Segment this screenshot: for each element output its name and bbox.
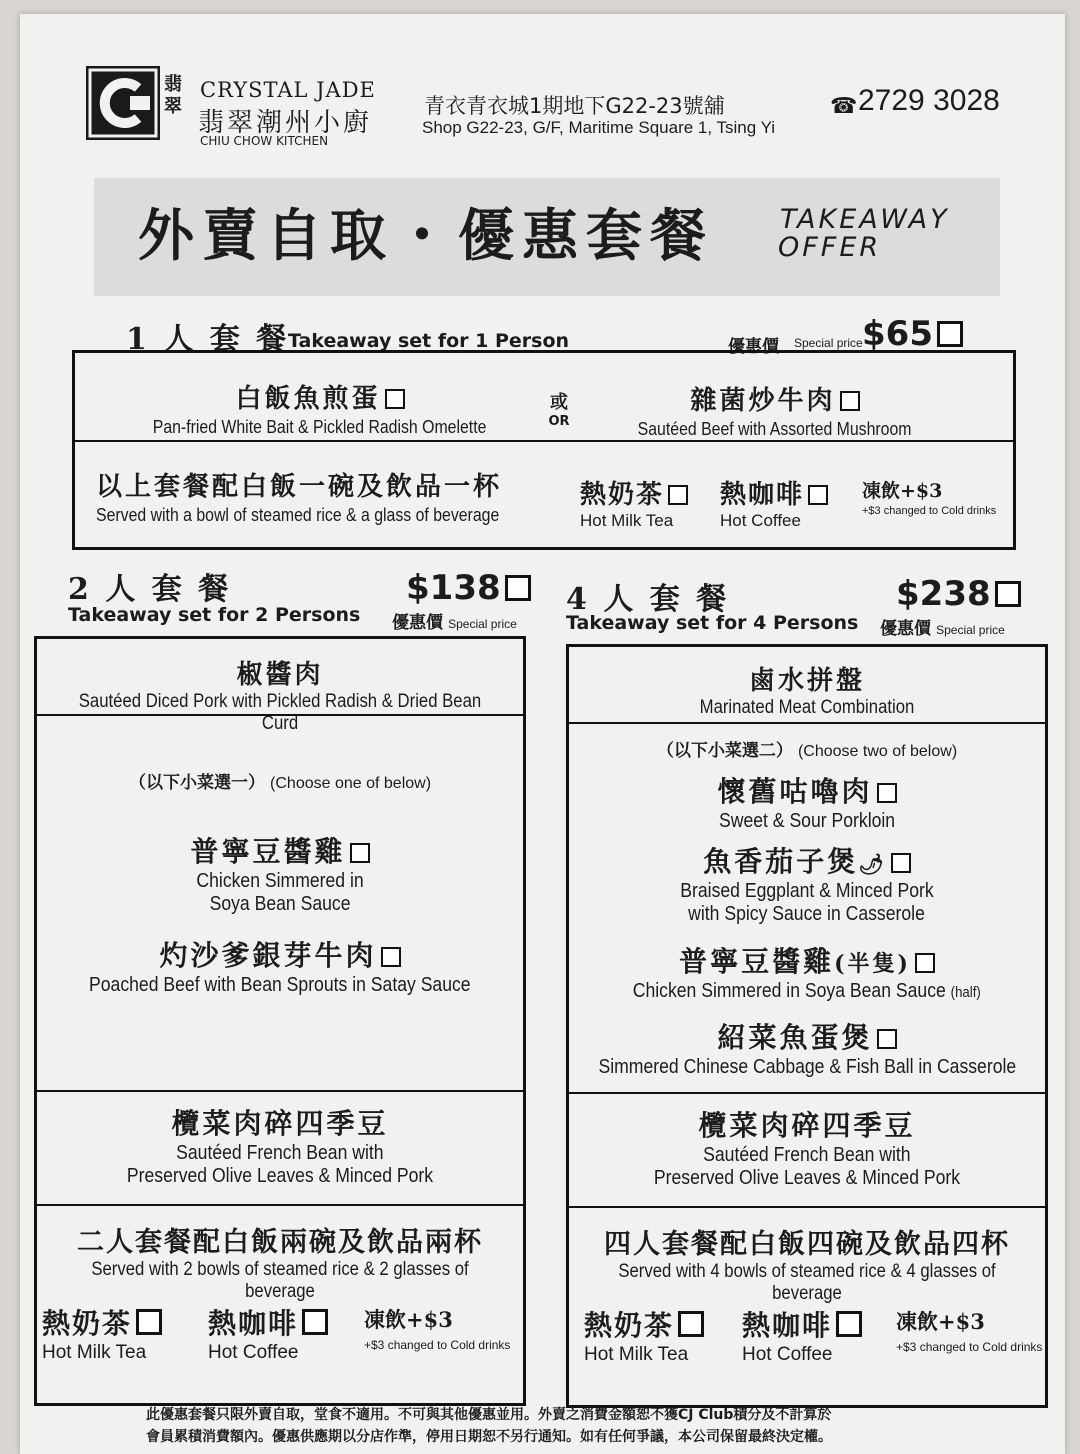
set2-choose bbox=[34, 768, 526, 793]
set4-divider-1 bbox=[566, 722, 1048, 724]
set2-coffee-zh: 熱咖啡 bbox=[208, 1307, 299, 1340]
set4-veg bbox=[566, 1104, 1048, 1190]
set4-opt2-en-2: with Spicy Sauce in Casserole bbox=[688, 903, 926, 925]
set4-opt1-zh: 懷舊咕嚕肉 bbox=[717, 775, 873, 808]
set2-choose-zh: （以下小菜選一） bbox=[128, 773, 265, 793]
set4-served bbox=[566, 1222, 1048, 1305]
set4-veg-zh: 欖菜肉碎四季豆 bbox=[698, 1109, 916, 1142]
set2-divider-2 bbox=[34, 1090, 526, 1092]
address-zh: 青衣青衣城1期地下G22-23號舖 bbox=[424, 94, 725, 118]
logo-c-icon bbox=[86, 66, 160, 140]
set4-main-zh: 鹵水拼盤 bbox=[748, 666, 865, 696]
set4-special bbox=[880, 614, 1005, 639]
set2-opt1-zh: 普寧豆醬雞 bbox=[190, 835, 346, 868]
set2-opt2-checkbox[interactable] bbox=[381, 947, 401, 967]
banner-title: 外賣自取・優惠套餐 bbox=[138, 203, 714, 269]
set2-opt1-checkbox[interactable] bbox=[350, 843, 370, 863]
address-en: Shop G22-23, G/F, Maritime Square 1, Tsing Yi bbox=[422, 118, 776, 137]
set1-checkbox[interactable] bbox=[937, 321, 963, 347]
set2-special-en: Special price bbox=[448, 617, 517, 631]
set1-special-en: Special price bbox=[794, 336, 863, 350]
set4-opt3 bbox=[566, 940, 1048, 1003]
banner-en-1: TAKEAWAY bbox=[780, 204, 950, 235]
set4-coffee-en: Hot Coffee bbox=[742, 1344, 833, 1365]
set1-divider bbox=[72, 440, 1016, 442]
set2-title-en: Takeaway set for 2 Persons bbox=[68, 604, 361, 626]
set4-special-en: Special price bbox=[936, 623, 1005, 637]
set2-milk-tea-en: Hot Milk Tea bbox=[42, 1342, 147, 1363]
set4-special-zh: 優惠價 bbox=[880, 619, 931, 639]
set1-milk-tea-en: Hot Milk Tea bbox=[580, 511, 674, 530]
set2-bev-coffee[interactable] bbox=[208, 1302, 328, 1364]
set4-milk-tea-zh: 熱奶茶 bbox=[584, 1309, 675, 1342]
set2-coffee-checkbox[interactable] bbox=[302, 1309, 328, 1335]
set2-opt2-en: Poached Beef with Bean Sprouts in Satay Sauce bbox=[89, 974, 471, 996]
set1-milk-tea-zh: 熱奶茶 bbox=[580, 480, 665, 510]
set4-milk-tea-en: Hot Milk Tea bbox=[584, 1344, 689, 1365]
set4-opt3-en-main: Chicken Simmered in Soya Bean Sauce bbox=[632, 980, 947, 1002]
banner-en-2: OFFER bbox=[778, 232, 882, 263]
set2-choose-en: (Choose one of below) bbox=[270, 775, 432, 792]
phone-icon: ☎ bbox=[830, 94, 858, 119]
set1-served bbox=[96, 466, 556, 526]
set2-main-zh: 椒醬肉 bbox=[236, 660, 324, 690]
set4-opt4-en: Simmered Chinese Cabbage & Fish Ball in Casserole bbox=[598, 1056, 1016, 1078]
set4-title-zh: 4 人 套 餐 bbox=[566, 582, 730, 617]
set4-opt2 bbox=[566, 840, 1048, 926]
set4-opt4-zh: 紹菜魚蛋煲 bbox=[717, 1021, 873, 1054]
set1-cold-en: +$3 changed to Cold drinks bbox=[862, 505, 997, 517]
set2-served-en: Served with 2 bowls of steamed rice & 2 glasses of beverage bbox=[91, 1259, 469, 1302]
set4-choose bbox=[566, 736, 1048, 761]
set4-opt3-zh-suffix: (半隻) bbox=[834, 951, 911, 977]
set4-veg-en-1: Sautéed French Bean with bbox=[703, 1144, 911, 1166]
set2-served bbox=[34, 1220, 526, 1303]
set1-dish-a-checkbox[interactable] bbox=[385, 389, 405, 409]
set4-divider-3 bbox=[566, 1206, 1048, 1208]
set4-bev-coffee[interactable] bbox=[742, 1304, 862, 1366]
set4-bev-cold bbox=[896, 1306, 1042, 1354]
set1-cold-zh: 凍飲+$3 bbox=[862, 480, 943, 502]
footer-terms-1: 此優惠套餐只限外賣自取，堂食不適用。不可與其他優惠並用。外賣之消費金額恕不獲CJ Club積分及不計算於 bbox=[146, 1407, 832, 1423]
set1-coffee-en: Hot Coffee bbox=[720, 511, 801, 530]
set4-bev-milk-tea[interactable] bbox=[584, 1304, 704, 1366]
set2-bev-milk-tea[interactable] bbox=[42, 1302, 162, 1364]
set2-main bbox=[34, 654, 526, 735]
set4-cold-en: +$3 changed to Cold drinks bbox=[896, 1340, 1043, 1354]
set2-price: $138 bbox=[406, 568, 531, 608]
set2-veg-en-2: Preserved Olive Leaves & Minced Pork bbox=[126, 1165, 434, 1187]
set4-opt2-zh: 魚香茄子煲 bbox=[703, 845, 859, 878]
brand-sub: CHIU CHOW KITCHEN bbox=[200, 134, 329, 148]
set4-cold-zh: 凍飲+$3 bbox=[896, 1309, 985, 1334]
set4-served-zh: 四人套餐配白飯四碗及飲品四杯 bbox=[604, 1229, 1010, 1260]
set4-main-en: Marinated Meat Combination bbox=[699, 697, 915, 718]
set4-served-en: Served with 4 bowls of steamed rice & 4 glasses of beverage bbox=[618, 1261, 996, 1304]
set1-price: $65 bbox=[862, 314, 963, 354]
set4-title-en: Takeaway set for 4 Persons bbox=[566, 612, 859, 634]
set4-veg-en-2: Preserved Olive Leaves & Minced Pork bbox=[653, 1167, 961, 1189]
set2-special bbox=[392, 608, 517, 633]
set4-opt2-checkbox[interactable] bbox=[891, 853, 911, 873]
set4-opt3-en-suffix: (half) bbox=[950, 984, 982, 1001]
set1-or-zh: 或 bbox=[550, 392, 568, 413]
set1-bev-milk-tea[interactable] bbox=[580, 474, 688, 531]
set1-title-zh: 1 人 套 餐 bbox=[126, 322, 290, 357]
set4-milk-tea-checkbox[interactable] bbox=[678, 1311, 704, 1337]
set4-opt2-en-1: Braised Eggplant & Minced Pork bbox=[680, 880, 934, 902]
logo-side-text: 翡翠 bbox=[164, 74, 182, 117]
set4-opt1-en: Sweet & Sour Porkloin bbox=[718, 810, 896, 832]
set1-milk-tea-checkbox[interactable] bbox=[668, 485, 688, 505]
set4-divider-2 bbox=[566, 1092, 1048, 1094]
set4-checkbox[interactable] bbox=[995, 581, 1021, 607]
set2-milk-tea-checkbox[interactable] bbox=[136, 1309, 162, 1335]
set1-served-en: Served with a bowl of steamed rice & a glass of beverage bbox=[96, 505, 500, 525]
set1-special-zh: 優惠價 bbox=[728, 337, 779, 357]
set1-coffee-checkbox[interactable] bbox=[808, 485, 828, 505]
set4-main bbox=[566, 660, 1048, 719]
set2-cold-zh: 凍飲+$3 bbox=[364, 1307, 453, 1332]
set4-coffee-zh: 熱咖啡 bbox=[742, 1309, 833, 1342]
menu-flyer bbox=[20, 14, 1065, 1454]
set2-special-zh: 優惠價 bbox=[392, 613, 443, 633]
set4-opt4 bbox=[566, 1016, 1048, 1079]
set2-main-en: Sautéed Diced Pork with Pickled Radish & Dried Bean Curd bbox=[78, 691, 482, 734]
set4-opt3-checkbox[interactable] bbox=[915, 953, 935, 973]
set2-cold-en: +$3 changed to Cold drinks bbox=[364, 1338, 511, 1352]
phone-number: 2729 3028 bbox=[858, 84, 1000, 117]
set2-veg-en-1: Sautéed French Bean with bbox=[176, 1142, 384, 1164]
set4-opt3-zh: 普寧豆醬雞 bbox=[679, 945, 835, 978]
set2-divider-3 bbox=[34, 1204, 526, 1206]
set4-opt4-checkbox[interactable] bbox=[877, 1029, 897, 1049]
set1-dish-a-en: Pan-fried White Bait & Pickled Radish Omelette bbox=[153, 417, 487, 437]
set2-opt1-en-2: Soya Bean Sauce bbox=[209, 893, 351, 915]
set1-or bbox=[544, 388, 574, 429]
set2-milk-tea-zh: 熱奶茶 bbox=[42, 1307, 133, 1340]
brand-name-en: CRYSTAL JADE bbox=[200, 78, 376, 102]
set1-title-en: Takeaway set for 1 Person bbox=[288, 330, 570, 352]
set2-title-zh: 2 人 套 餐 bbox=[68, 572, 232, 607]
set2-veg bbox=[34, 1102, 526, 1188]
set1-dish-b-en: Sautéed Beef with Assorted Mushroom bbox=[638, 419, 912, 439]
set1-served-zh: 以上套餐配白飯一碗及飲品一杯 bbox=[96, 472, 503, 502]
set1-dish-a bbox=[130, 378, 510, 438]
set2-coffee-en: Hot Coffee bbox=[208, 1342, 299, 1363]
set1-dish-b-zh: 雜菌炒牛肉 bbox=[690, 386, 836, 416]
set4-opt1-checkbox[interactable] bbox=[877, 783, 897, 803]
set1-or-en: OR bbox=[548, 414, 570, 429]
set4-choose-zh: （以下小菜選二） bbox=[656, 741, 793, 761]
set1-bev-coffee[interactable] bbox=[720, 474, 828, 531]
set1-coffee-zh: 熱咖啡 bbox=[720, 480, 805, 510]
footer-terms-2: 會員累積消費額內。優惠供應期以分店作準，停用日期恕不另行通知。如有任何爭議，本公司保留最終決定權。 bbox=[146, 1429, 832, 1445]
brand-name-zh: 翡翠潮州小廚 bbox=[198, 108, 373, 138]
chili-icon: 🌶 bbox=[858, 852, 887, 876]
set2-opt2 bbox=[34, 934, 526, 997]
set2-checkbox[interactable] bbox=[505, 575, 531, 601]
set2-opt1 bbox=[34, 830, 526, 916]
set1-dish-a-zh: 白飯魚煎蛋 bbox=[235, 384, 381, 414]
set2-bev-cold bbox=[364, 1304, 510, 1352]
set2-veg-zh: 欖菜肉碎四季豆 bbox=[171, 1107, 389, 1140]
brand-logo bbox=[86, 66, 160, 140]
set1-bev-cold bbox=[862, 476, 996, 517]
set1-dish-b-checkbox[interactable] bbox=[840, 391, 860, 411]
set2-opt2-zh: 灼沙爹銀芽牛肉 bbox=[159, 939, 377, 972]
set4-opt3-en bbox=[633, 980, 981, 1003]
set2-served-zh: 二人套餐配白飯兩碗及飲品兩杯 bbox=[77, 1227, 483, 1258]
set2-opt1-en-1: Chicken Simmered in bbox=[196, 870, 364, 892]
set4-choose-en: (Choose two of below) bbox=[797, 743, 958, 760]
set4-coffee-checkbox[interactable] bbox=[836, 1311, 862, 1337]
set4-price: $238 bbox=[896, 574, 1021, 614]
set4-opt1 bbox=[566, 770, 1048, 833]
set1-dish-b bbox=[600, 380, 950, 440]
